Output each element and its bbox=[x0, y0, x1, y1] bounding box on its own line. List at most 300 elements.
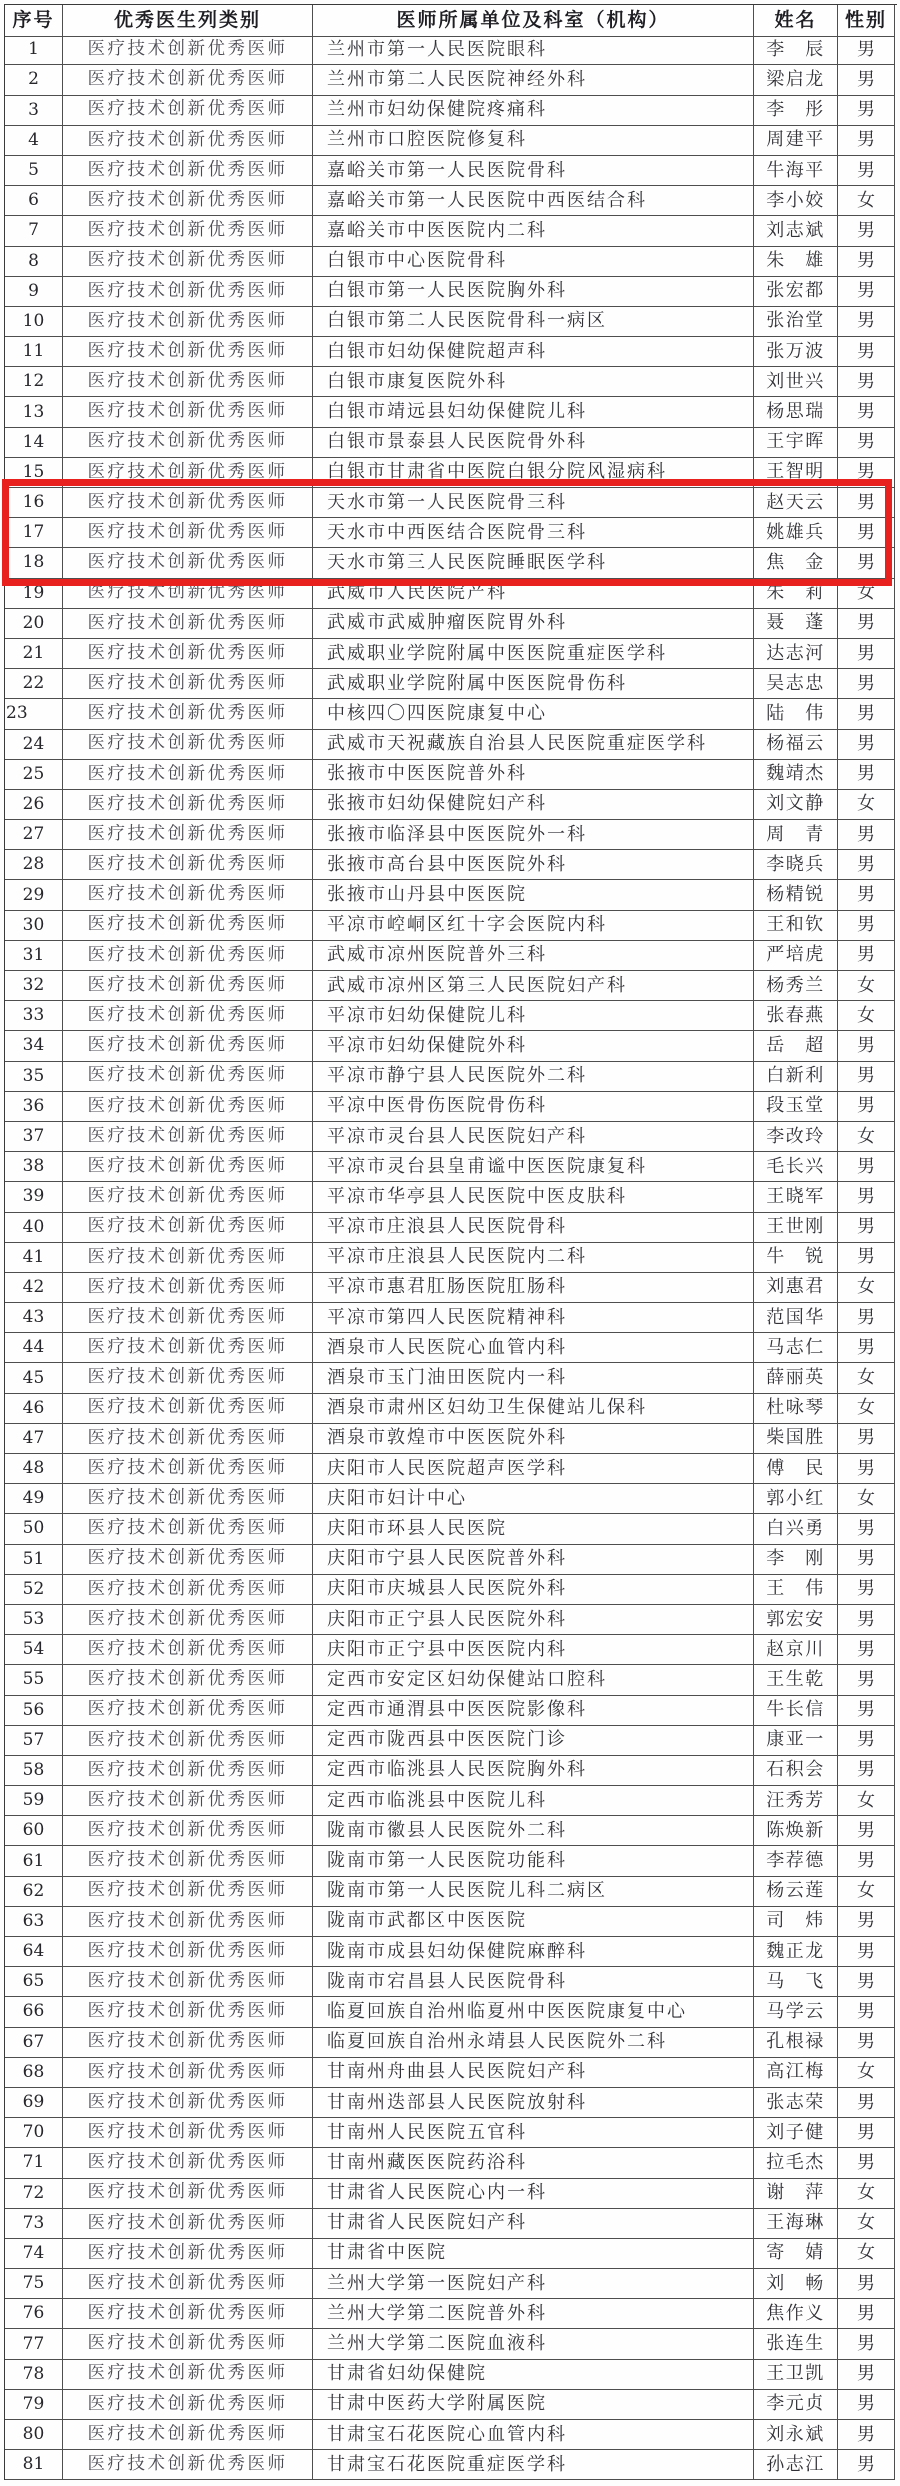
cell-gender: 男 bbox=[838, 1605, 895, 1635]
cell-unit: 武威市凉州区第三人民医院妇产科 bbox=[313, 971, 754, 1001]
cell-unit: 嘉峪关市第一人民医院骨科 bbox=[313, 156, 754, 186]
cell-category: 医疗技术创新优秀医师 bbox=[63, 2088, 313, 2118]
cell-name: 刘子健 bbox=[754, 2118, 838, 2148]
cell-unit: 庆阳市正宁县中医医院内科 bbox=[313, 1635, 754, 1665]
cell-unit: 定西市安定区妇幼保健站口腔科 bbox=[313, 1665, 754, 1695]
cell-category: 医疗技术创新优秀医师 bbox=[63, 609, 313, 639]
cell-unit: 天水市第一人民医院骨三科 bbox=[313, 488, 754, 518]
cell-gender: 女 bbox=[838, 579, 895, 609]
cell-name: 陈焕新 bbox=[754, 1816, 838, 1846]
cell-unit: 白银市景泰县人民医院骨外科 bbox=[313, 428, 754, 458]
cell-gender: 男 bbox=[838, 1967, 895, 1997]
cell-no: 37 bbox=[5, 1122, 63, 1152]
cell-unit: 平凉市妇幼保健院外科 bbox=[313, 1031, 754, 1061]
cell-gender: 女 bbox=[838, 1484, 895, 1514]
cell-no: 18 bbox=[5, 548, 63, 578]
cell-unit: 定西市陇西县中医医院门诊 bbox=[313, 1726, 754, 1756]
cell-gender: 男 bbox=[838, 247, 895, 277]
cell-name: 岳 超 bbox=[754, 1031, 838, 1061]
cell-name: 李小姣 bbox=[754, 186, 838, 216]
cell-unit: 酒泉市肃州区妇幼卫生保健站儿保科 bbox=[313, 1394, 754, 1424]
cell-unit: 武威市武威肿瘤医院胃外科 bbox=[313, 609, 754, 639]
cell-gender: 男 bbox=[838, 760, 895, 790]
cell-name: 张春燕 bbox=[754, 1001, 838, 1031]
cell-name: 司 炜 bbox=[754, 1907, 838, 1937]
cell-unit: 陇南市武都区中医医院 bbox=[313, 1907, 754, 1937]
cell-no: 61 bbox=[5, 1846, 63, 1876]
cell-category: 医疗技术创新优秀医师 bbox=[63, 65, 313, 95]
cell-category: 医疗技术创新优秀医师 bbox=[63, 1967, 313, 1997]
cell-name: 白新利 bbox=[754, 1062, 838, 1092]
cell-gender: 男 bbox=[838, 2360, 895, 2390]
cell-category: 医疗技术创新优秀医师 bbox=[63, 1303, 313, 1333]
cell-gender: 男 bbox=[838, 2088, 895, 2118]
cell-category: 医疗技术创新优秀医师 bbox=[63, 2118, 313, 2148]
cell-category: 医疗技术创新优秀医师 bbox=[63, 247, 313, 277]
cell-name: 牛长信 bbox=[754, 1696, 838, 1726]
cell-category: 医疗技术创新优秀医师 bbox=[63, 216, 313, 246]
cell-category: 医疗技术创新优秀医师 bbox=[63, 941, 313, 971]
cell-no: 27 bbox=[5, 820, 63, 850]
cell-name: 周建平 bbox=[754, 126, 838, 156]
cell-unit: 酒泉市玉门油田医院内一科 bbox=[313, 1363, 754, 1393]
cell-name: 李 辰 bbox=[754, 35, 838, 65]
cell-gender: 男 bbox=[838, 35, 895, 65]
cell-name: 刘志斌 bbox=[754, 216, 838, 246]
cell-no: 41 bbox=[5, 1243, 63, 1273]
cell-unit: 天水市第三人民医院睡眠医学科 bbox=[313, 548, 754, 578]
cell-name: 王卫凯 bbox=[754, 2360, 838, 2390]
cell-gender: 男 bbox=[838, 2118, 895, 2148]
cell-no: 72 bbox=[5, 2179, 63, 2209]
cell-unit: 甘肃省人民医院妇产科 bbox=[313, 2209, 754, 2239]
cell-no: 2 bbox=[5, 65, 63, 95]
cell-no: 63 bbox=[5, 1907, 63, 1937]
cell-name: 聂 蓬 bbox=[754, 609, 838, 639]
cell-name: 杨思瑞 bbox=[754, 397, 838, 427]
cell-category: 医疗技术创新优秀医师 bbox=[63, 186, 313, 216]
cell-no: 13 bbox=[5, 397, 63, 427]
cell-name: 张连生 bbox=[754, 2329, 838, 2359]
cell-name: 王晓军 bbox=[754, 1182, 838, 1212]
cell-gender: 女 bbox=[838, 2179, 895, 2209]
cell-name: 李 刚 bbox=[754, 1545, 838, 1575]
cell-unit: 平凉中医骨伤医院骨伤科 bbox=[313, 1092, 754, 1122]
cell-no: 8 bbox=[5, 247, 63, 277]
cell-gender: 男 bbox=[838, 1514, 895, 1544]
cell-gender: 女 bbox=[838, 1001, 895, 1031]
cell-unit: 庆阳市人民医院超声医学科 bbox=[313, 1454, 754, 1484]
cell-no: 38 bbox=[5, 1152, 63, 1182]
cell-unit: 陇南市宕昌县人民医院骨科 bbox=[313, 1967, 754, 1997]
cell-name: 杨云莲 bbox=[754, 1877, 838, 1907]
cell-no: 35 bbox=[5, 1062, 63, 1092]
cell-no: 30 bbox=[5, 911, 63, 941]
cell-no: 46 bbox=[5, 1394, 63, 1424]
cell-no: 67 bbox=[5, 2028, 63, 2058]
cell-no: 66 bbox=[5, 1997, 63, 2027]
cell-name: 拉毛杰 bbox=[754, 2148, 838, 2178]
cell-gender: 男 bbox=[838, 488, 895, 518]
cell-unit: 甘肃中医药大学附属医院 bbox=[313, 2390, 754, 2420]
cell-name: 王智明 bbox=[754, 458, 838, 488]
cell-name: 李元贞 bbox=[754, 2390, 838, 2420]
cell-unit: 甘肃省人民医院心内一科 bbox=[313, 2179, 754, 2209]
cell-unit: 兰州大学第一医院妇产科 bbox=[313, 2269, 754, 2299]
cell-name: 范国华 bbox=[754, 1303, 838, 1333]
cell-gender: 女 bbox=[838, 1363, 895, 1393]
cell-no: 17 bbox=[5, 518, 63, 548]
cell-gender: 男 bbox=[838, 639, 895, 669]
cell-unit: 白银市第一人民医院胸外科 bbox=[313, 277, 754, 307]
cell-gender: 男 bbox=[838, 156, 895, 186]
cell-name: 赵天云 bbox=[754, 488, 838, 518]
cell-name: 杨秀兰 bbox=[754, 971, 838, 1001]
cell-unit: 庆阳市庆城县人民医院外科 bbox=[313, 1575, 754, 1605]
col-header-gender: 性别 bbox=[838, 5, 895, 37]
cell-unit: 兰州市口腔医院修复科 bbox=[313, 126, 754, 156]
cell-gender: 女 bbox=[838, 2239, 895, 2269]
cell-unit: 平凉市灵台县人民医院妇产科 bbox=[313, 1122, 754, 1152]
cell-unit: 兰州市妇幼保健院疼痛科 bbox=[313, 96, 754, 126]
cell-category: 医疗技术创新优秀医师 bbox=[63, 850, 313, 880]
cell-category: 医疗技术创新优秀医师 bbox=[63, 1001, 313, 1031]
cell-no: 42 bbox=[5, 1273, 63, 1303]
cell-unit: 庆阳市妇计中心 bbox=[313, 1484, 754, 1514]
cell-gender: 男 bbox=[838, 126, 895, 156]
cell-unit: 兰州市第一人民医院眼科 bbox=[313, 35, 754, 65]
cell-name: 张宏都 bbox=[754, 277, 838, 307]
cell-category: 医疗技术创新优秀医师 bbox=[63, 880, 313, 910]
cell-category: 医疗技术创新优秀医师 bbox=[63, 971, 313, 1001]
cell-unit: 武威职业学院附属中医医院重症医学科 bbox=[313, 639, 754, 669]
cell-no: 65 bbox=[5, 1967, 63, 1997]
cell-category: 医疗技术创新优秀医师 bbox=[63, 730, 313, 760]
cell-unit: 平凉市庄浪县人民医院骨科 bbox=[313, 1213, 754, 1243]
cell-no: 5 bbox=[5, 156, 63, 186]
cell-gender: 男 bbox=[838, 669, 895, 699]
cell-category: 医疗技术创新优秀医师 bbox=[63, 1363, 313, 1393]
cell-category: 医疗技术创新优秀医师 bbox=[63, 1545, 313, 1575]
cell-gender: 男 bbox=[838, 397, 895, 427]
col-header-name: 姓名 bbox=[754, 5, 838, 37]
cell-category: 医疗技术创新优秀医师 bbox=[63, 579, 313, 609]
cell-no: 33 bbox=[5, 1001, 63, 1031]
cell-no: 54 bbox=[5, 1635, 63, 1665]
cell-gender: 男 bbox=[838, 1182, 895, 1212]
cell-no: 16 bbox=[5, 488, 63, 518]
cell-category: 医疗技术创新优秀医师 bbox=[63, 760, 313, 790]
cell-unit: 陇南市第一人民医院功能科 bbox=[313, 1846, 754, 1876]
cell-no: 14 bbox=[5, 428, 63, 458]
cell-no: 51 bbox=[5, 1545, 63, 1575]
cell-gender: 男 bbox=[838, 1454, 895, 1484]
cell-category: 医疗技术创新优秀医师 bbox=[63, 2329, 313, 2359]
cell-unit: 甘肃宝石花医院心血管内科 bbox=[313, 2420, 754, 2450]
cell-no: 36 bbox=[5, 1092, 63, 1122]
cell-name: 王和钦 bbox=[754, 911, 838, 941]
cell-unit: 兰州大学第二医院普外科 bbox=[313, 2299, 754, 2329]
cell-category: 医疗技术创新优秀医师 bbox=[63, 2390, 313, 2420]
cell-category: 医疗技术创新优秀医师 bbox=[63, 1092, 313, 1122]
cell-category: 医疗技术创新优秀医师 bbox=[63, 1635, 313, 1665]
cell-no: 76 bbox=[5, 2299, 63, 2329]
cell-unit: 定西市临洮县中医院儿科 bbox=[313, 1786, 754, 1816]
cell-name: 石积会 bbox=[754, 1756, 838, 1786]
cell-no: 28 bbox=[5, 850, 63, 880]
cell-category: 医疗技术创新优秀医师 bbox=[63, 126, 313, 156]
cell-no: 73 bbox=[5, 2209, 63, 2239]
cell-gender: 女 bbox=[838, 1394, 895, 1424]
cell-no: 53 bbox=[5, 1605, 63, 1635]
cell-gender: 女 bbox=[838, 971, 895, 1001]
cell-unit: 张掖市临泽县中医医院外一科 bbox=[313, 820, 754, 850]
cell-name: 李晓兵 bbox=[754, 850, 838, 880]
cell-name: 马 飞 bbox=[754, 1967, 838, 1997]
cell-gender: 男 bbox=[838, 2420, 895, 2450]
cell-unit: 白银市康复医院外科 bbox=[313, 367, 754, 397]
cell-category: 医疗技术创新优秀医师 bbox=[63, 35, 313, 65]
cell-category: 医疗技术创新优秀医师 bbox=[63, 2028, 313, 2058]
cell-name: 王宇晖 bbox=[754, 428, 838, 458]
cell-gender: 男 bbox=[838, 820, 895, 850]
cell-name: 刘世兴 bbox=[754, 367, 838, 397]
cell-unit: 陇南市徽县人民医院外二科 bbox=[313, 1816, 754, 1846]
cell-name: 马志仁 bbox=[754, 1333, 838, 1363]
cell-name: 孔根禄 bbox=[754, 2028, 838, 2058]
cell-unit: 临夏回族自治州临夏州中医医院康复中心 bbox=[313, 1997, 754, 2027]
cell-no: 26 bbox=[5, 790, 63, 820]
cell-gender: 男 bbox=[838, 880, 895, 910]
cell-gender: 男 bbox=[838, 1031, 895, 1061]
cell-gender: 男 bbox=[838, 730, 895, 760]
cell-gender: 男 bbox=[838, 1152, 895, 1182]
cell-no: 31 bbox=[5, 941, 63, 971]
cell-name: 刘永斌 bbox=[754, 2420, 838, 2450]
cell-name: 牛海平 bbox=[754, 156, 838, 186]
cell-gender: 男 bbox=[838, 1424, 895, 1454]
col-header-unit: 医师所属单位及科室（机构） bbox=[313, 5, 754, 37]
cell-gender: 女 bbox=[838, 1786, 895, 1816]
cell-gender: 男 bbox=[838, 1062, 895, 1092]
cell-unit: 甘南州人民医院五官科 bbox=[313, 2118, 754, 2148]
cell-gender: 男 bbox=[838, 1696, 895, 1726]
cell-category: 医疗技术创新优秀医师 bbox=[63, 2420, 313, 2450]
cell-no: 57 bbox=[5, 1726, 63, 1756]
cell-gender: 男 bbox=[838, 307, 895, 337]
cell-category: 医疗技术创新优秀医师 bbox=[63, 1726, 313, 1756]
cell-no: 74 bbox=[5, 2239, 63, 2269]
cell-name: 吴志忠 bbox=[754, 669, 838, 699]
cell-unit: 临夏回族自治州永靖县人民医院外二科 bbox=[313, 2028, 754, 2058]
cell-no: 7 bbox=[5, 216, 63, 246]
cell-gender: 男 bbox=[838, 609, 895, 639]
cell-category: 医疗技术创新优秀医师 bbox=[63, 277, 313, 307]
cell-name: 杜咏琴 bbox=[754, 1394, 838, 1424]
cell-unit: 平凉市灵台县皇甫谧中医医院康复科 bbox=[313, 1152, 754, 1182]
cell-unit: 嘉峪关市中医医院内二科 bbox=[313, 216, 754, 246]
cell-gender: 男 bbox=[838, 65, 895, 95]
cell-unit: 酒泉市人民医院心血管内科 bbox=[313, 1333, 754, 1363]
cell-name: 李改玲 bbox=[754, 1122, 838, 1152]
cell-category: 医疗技术创新优秀医师 bbox=[63, 488, 313, 518]
cell-category: 医疗技术创新优秀医师 bbox=[63, 1484, 313, 1514]
cell-gender: 男 bbox=[838, 1575, 895, 1605]
cell-category: 医疗技术创新优秀医师 bbox=[63, 790, 313, 820]
cell-unit: 庆阳市正宁县人民医院外科 bbox=[313, 1605, 754, 1635]
cell-no: 43 bbox=[5, 1303, 63, 1333]
cell-name: 焦作义 bbox=[754, 2299, 838, 2329]
cell-name: 寄 婧 bbox=[754, 2239, 838, 2269]
cell-name: 赵京川 bbox=[754, 1635, 838, 1665]
cell-category: 医疗技术创新优秀医师 bbox=[63, 548, 313, 578]
cell-gender: 男 bbox=[838, 216, 895, 246]
cell-category: 医疗技术创新优秀医师 bbox=[63, 156, 313, 186]
cell-category: 医疗技术创新优秀医师 bbox=[63, 458, 313, 488]
cell-no: 23 bbox=[5, 699, 63, 729]
cell-name: 王 伟 bbox=[754, 1575, 838, 1605]
cell-category: 医疗技术创新优秀医师 bbox=[63, 639, 313, 669]
cell-category: 医疗技术创新优秀医师 bbox=[63, 1756, 313, 1786]
cell-name: 张万波 bbox=[754, 337, 838, 367]
cell-name: 王世刚 bbox=[754, 1213, 838, 1243]
cell-unit: 白银市妇幼保健院超声科 bbox=[313, 337, 754, 367]
cell-gender: 女 bbox=[838, 1273, 895, 1303]
cell-gender: 男 bbox=[838, 2148, 895, 2178]
cell-category: 医疗技术创新优秀医师 bbox=[63, 1997, 313, 2027]
cell-unit: 平凉市第四人民医院精神科 bbox=[313, 1303, 754, 1333]
cell-category: 医疗技术创新优秀医师 bbox=[63, 1454, 313, 1484]
cell-category: 医疗技术创新优秀医师 bbox=[63, 1786, 313, 1816]
cell-no: 22 bbox=[5, 669, 63, 699]
cell-gender: 男 bbox=[838, 1756, 895, 1786]
cell-unit: 甘肃省妇幼保健院 bbox=[313, 2360, 754, 2390]
cell-no: 47 bbox=[5, 1424, 63, 1454]
cell-gender: 女 bbox=[838, 1122, 895, 1152]
cell-gender: 男 bbox=[838, 2269, 895, 2299]
cell-category: 医疗技术创新优秀医师 bbox=[63, 1514, 313, 1544]
cell-no: 81 bbox=[5, 2450, 63, 2480]
cell-unit: 庆阳市环县人民医院 bbox=[313, 1514, 754, 1544]
cell-unit: 白银市甘肃省中医院白银分院风湿病科 bbox=[313, 458, 754, 488]
cell-category: 医疗技术创新优秀医师 bbox=[63, 1937, 313, 1967]
cell-unit: 武威职业学院附属中医医院骨伤科 bbox=[313, 669, 754, 699]
cell-unit: 定西市通渭县中医医院影像科 bbox=[313, 1696, 754, 1726]
cell-unit: 平凉市华亭县人民医院中医皮肤科 bbox=[313, 1182, 754, 1212]
cell-name: 段玉堂 bbox=[754, 1092, 838, 1122]
cell-unit: 陇南市成县妇幼保健院麻醉科 bbox=[313, 1937, 754, 1967]
cell-category: 医疗技术创新优秀医师 bbox=[63, 669, 313, 699]
cell-name: 焦 金 bbox=[754, 548, 838, 578]
cell-category: 医疗技术创新优秀医师 bbox=[63, 2209, 313, 2239]
cell-gender: 男 bbox=[838, 458, 895, 488]
cell-name: 杨福云 bbox=[754, 730, 838, 760]
cell-gender: 女 bbox=[838, 186, 895, 216]
cell-unit: 白银市中心医院骨科 bbox=[313, 247, 754, 277]
cell-name: 王海琳 bbox=[754, 2209, 838, 2239]
cell-gender: 男 bbox=[838, 428, 895, 458]
cell-category: 医疗技术创新优秀医师 bbox=[63, 1273, 313, 1303]
cell-name: 李 彤 bbox=[754, 96, 838, 126]
cell-name: 马学云 bbox=[754, 1997, 838, 2027]
cell-no: 32 bbox=[5, 971, 63, 1001]
cell-no: 29 bbox=[5, 880, 63, 910]
cell-no: 21 bbox=[5, 639, 63, 669]
cell-name: 魏靖杰 bbox=[754, 760, 838, 790]
cell-category: 医疗技术创新优秀医师 bbox=[63, 1394, 313, 1424]
col-header-index: 序号 bbox=[5, 5, 63, 37]
cell-name: 严培虎 bbox=[754, 941, 838, 971]
cell-unit: 兰州市第二人民医院神经外科 bbox=[313, 65, 754, 95]
cell-unit: 甘肃省中医院 bbox=[313, 2239, 754, 2269]
cell-name: 汪秀芳 bbox=[754, 1786, 838, 1816]
cell-unit: 武威市天祝藏族自治县人民医院重症医学科 bbox=[313, 730, 754, 760]
cell-category: 医疗技术创新优秀医师 bbox=[63, 1424, 313, 1454]
cell-category: 医疗技术创新优秀医师 bbox=[63, 397, 313, 427]
cell-category: 医疗技术创新优秀医师 bbox=[63, 1665, 313, 1695]
cell-no: 68 bbox=[5, 2058, 63, 2088]
cell-category: 医疗技术创新优秀医师 bbox=[63, 1152, 313, 1182]
cell-unit: 平凉市庄浪县人民医院内二科 bbox=[313, 1243, 754, 1273]
cell-category: 医疗技术创新优秀医师 bbox=[63, 2148, 313, 2178]
cell-no: 12 bbox=[5, 367, 63, 397]
cell-name: 牛 锐 bbox=[754, 1243, 838, 1273]
cell-category: 医疗技术创新优秀医师 bbox=[63, 428, 313, 458]
cell-gender: 男 bbox=[838, 1303, 895, 1333]
cell-no: 71 bbox=[5, 2148, 63, 2178]
cell-category: 医疗技术创新优秀医师 bbox=[63, 820, 313, 850]
cell-name: 陆 伟 bbox=[754, 699, 838, 729]
doctor-table bbox=[4, 4, 897, 2480]
cell-gender: 男 bbox=[838, 277, 895, 307]
cell-name: 张志荣 bbox=[754, 2088, 838, 2118]
cell-name: 刘文静 bbox=[754, 790, 838, 820]
cell-category: 医疗技术创新优秀医师 bbox=[63, 1907, 313, 1937]
cell-category: 医疗技术创新优秀医师 bbox=[63, 911, 313, 941]
cell-name: 刘 畅 bbox=[754, 2269, 838, 2299]
cell-name: 王生乾 bbox=[754, 1665, 838, 1695]
cell-no: 48 bbox=[5, 1454, 63, 1484]
cell-category: 医疗技术创新优秀医师 bbox=[63, 1877, 313, 1907]
cell-no: 45 bbox=[5, 1363, 63, 1393]
cell-name: 毛长兴 bbox=[754, 1152, 838, 1182]
cell-gender: 男 bbox=[838, 337, 895, 367]
cell-unit: 平凉市崆峒区红十字会医院内科 bbox=[313, 911, 754, 941]
cell-no: 69 bbox=[5, 2088, 63, 2118]
cell-no: 58 bbox=[5, 1756, 63, 1786]
cell-category: 医疗技术创新优秀医师 bbox=[63, 2058, 313, 2088]
cell-no: 59 bbox=[5, 1786, 63, 1816]
cell-gender: 男 bbox=[838, 1213, 895, 1243]
cell-no: 20 bbox=[5, 609, 63, 639]
cell-name: 孙志江 bbox=[754, 2450, 838, 2480]
cell-unit: 天水市中西医结合医院骨三科 bbox=[313, 518, 754, 548]
cell-gender: 男 bbox=[838, 1333, 895, 1363]
cell-gender: 男 bbox=[838, 1846, 895, 1876]
cell-gender: 男 bbox=[838, 1997, 895, 2027]
cell-unit: 甘南州舟曲县人民医院妇产科 bbox=[313, 2058, 754, 2088]
cell-gender: 男 bbox=[838, 367, 895, 397]
cell-category: 医疗技术创新优秀医师 bbox=[63, 2299, 313, 2329]
cell-unit: 武威市人民医院产科 bbox=[313, 579, 754, 609]
cell-name: 傅 民 bbox=[754, 1454, 838, 1484]
cell-no: 44 bbox=[5, 1333, 63, 1363]
cell-category: 医疗技术创新优秀医师 bbox=[63, 1062, 313, 1092]
cell-unit: 平凉市妇幼保健院儿科 bbox=[313, 1001, 754, 1031]
cell-no: 25 bbox=[5, 760, 63, 790]
cell-gender: 男 bbox=[838, 1092, 895, 1122]
cell-category: 医疗技术创新优秀医师 bbox=[63, 2269, 313, 2299]
